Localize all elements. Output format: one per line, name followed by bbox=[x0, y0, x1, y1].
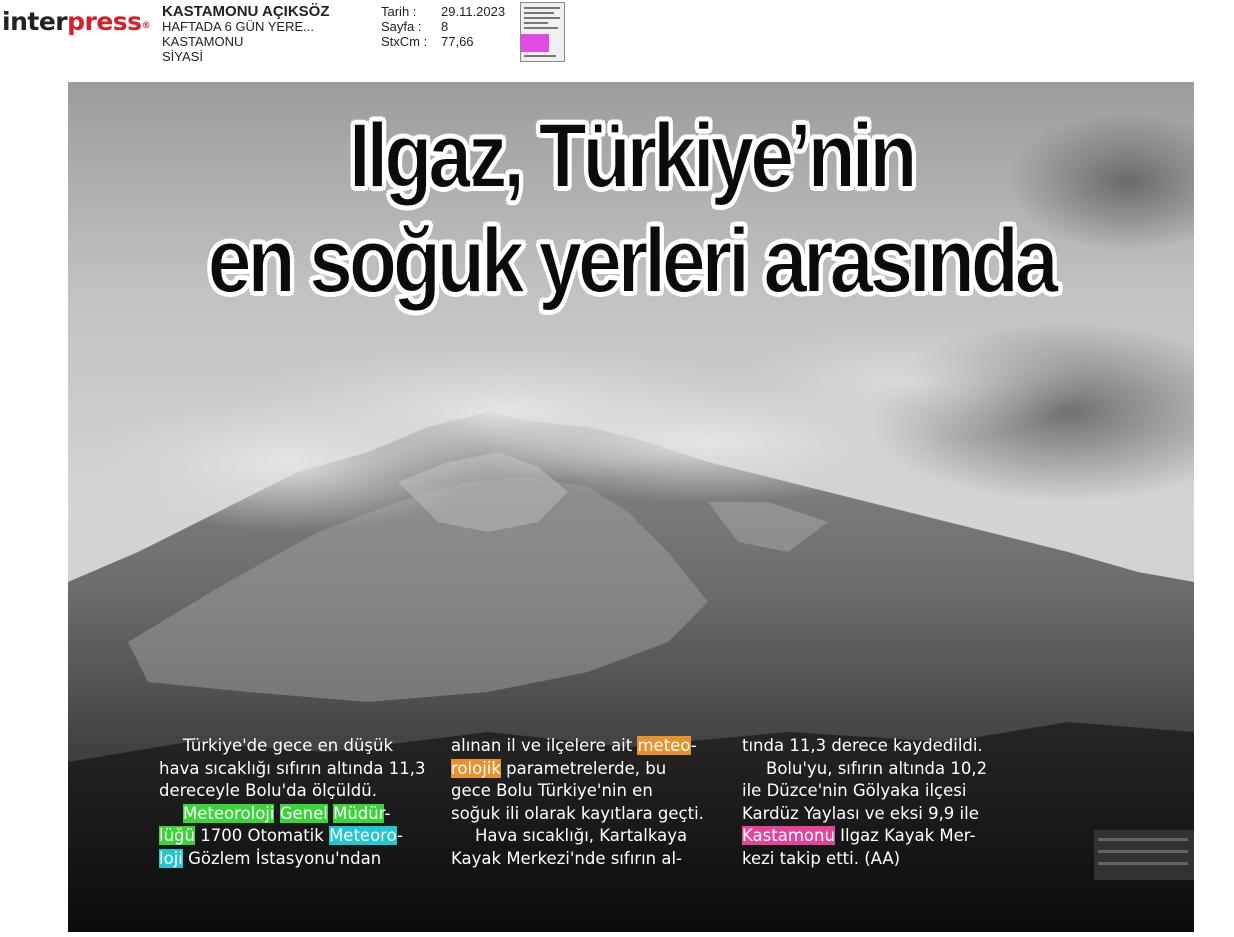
logo-part2: press bbox=[67, 7, 142, 36]
registered-mark: ® bbox=[141, 21, 151, 31]
highlight-rolojik: rolojik bbox=[451, 758, 501, 778]
col2-line-4: soğuk ili olarak kayıtlara geçti. bbox=[451, 803, 704, 823]
highlight-meteoro: Meteoro bbox=[329, 826, 397, 846]
date-value: 29.11.2023 bbox=[441, 4, 506, 19]
page-thumbnail[interactable] bbox=[520, 2, 565, 62]
publication-city: KASTAMONU bbox=[162, 34, 244, 49]
highlight-lugu: lüğü bbox=[159, 826, 195, 846]
article-column-1 bbox=[159, 735, 433, 871]
col3-line-1: tında 11,3 derece kaydedildi. bbox=[742, 736, 983, 755]
col2-line-3: gece Bolu Türkiye'nin en bbox=[451, 781, 653, 801]
highlight-mudur: Müdür bbox=[333, 803, 385, 823]
col3-line-3: ile Düzce'nin Gölyaka ilçesi bbox=[742, 781, 967, 801]
col2-line-1: alınan il ve ilçelere ait meteo- bbox=[451, 736, 697, 755]
col3-line-2: Bolu'yu, sıfırın altında 10,2 bbox=[766, 758, 988, 778]
publication-info bbox=[162, 4, 330, 64]
article-column-2 bbox=[451, 735, 725, 871]
highlight-genel: Genel bbox=[279, 803, 328, 823]
col1-line-1: Türkiye'de gece en düşük bbox=[183, 736, 394, 755]
col2-line-2: rolojik parametrelerde, bu bbox=[451, 758, 667, 778]
headline bbox=[147, 104, 1115, 314]
page-label: Sayfa : bbox=[381, 19, 422, 34]
page-row bbox=[381, 19, 505, 34]
highlight-kastamonu: Kastamonu bbox=[742, 826, 835, 846]
thumbnail-highlight bbox=[521, 34, 549, 52]
col2-line-5: Hava sıcaklığı, Kartalkaya bbox=[475, 826, 688, 846]
col2-line-6: Kayak Merkezi'nde sıfırın al- bbox=[451, 848, 683, 868]
headline-line-2: en soğuk yerleri arasında bbox=[207, 210, 1055, 312]
highlight-meteo: meteo bbox=[637, 736, 691, 755]
size-row bbox=[381, 34, 505, 49]
col1-line-2: hava sıcaklığı sıfırın altında 11,3 bbox=[159, 758, 426, 778]
highlight-meteoroloji: Meteoroloji bbox=[183, 803, 275, 823]
col3-line-5: Kastamonu Ilgaz Kayak Mer- bbox=[742, 826, 976, 846]
size-value: 77,66 bbox=[441, 34, 474, 49]
article-photo bbox=[68, 82, 1194, 932]
col3-line-4: Kardüz Yaylası ve eksi 9,9 ile bbox=[742, 803, 979, 823]
col1-line-6: loji Gözlem İstasyonu'ndan bbox=[159, 848, 382, 868]
page-value: 8 bbox=[441, 19, 449, 34]
col3-line-6: kezi takip etti. (AA) bbox=[742, 848, 901, 868]
publication-frequency: HAFTADA 6 GÜN YERE... bbox=[162, 19, 314, 34]
article-column-3 bbox=[742, 735, 1016, 871]
headline-line-1: Ilgaz, Türkiye’nin bbox=[348, 105, 914, 207]
highlight-loji: loji bbox=[159, 848, 183, 868]
col1-line-3: dereceyle Bolu'da ölçüldü. bbox=[159, 781, 377, 801]
date-label: Tarih : bbox=[381, 4, 417, 19]
logo-part1: inter bbox=[2, 7, 68, 36]
publication-category: SİYASİ bbox=[162, 49, 203, 64]
col1-line-4: Meteoroloji Genel Müdür- bbox=[183, 803, 391, 823]
publication-name: KASTAMONU AÇIKSÖZ bbox=[162, 3, 330, 20]
clipping-meta bbox=[381, 4, 505, 49]
col1-line-5: lüğü 1700 Otomatik Meteoro- bbox=[159, 826, 403, 846]
date-row bbox=[381, 4, 505, 19]
size-label: StxCm : bbox=[381, 34, 428, 49]
interpress-logo bbox=[2, 6, 150, 38]
